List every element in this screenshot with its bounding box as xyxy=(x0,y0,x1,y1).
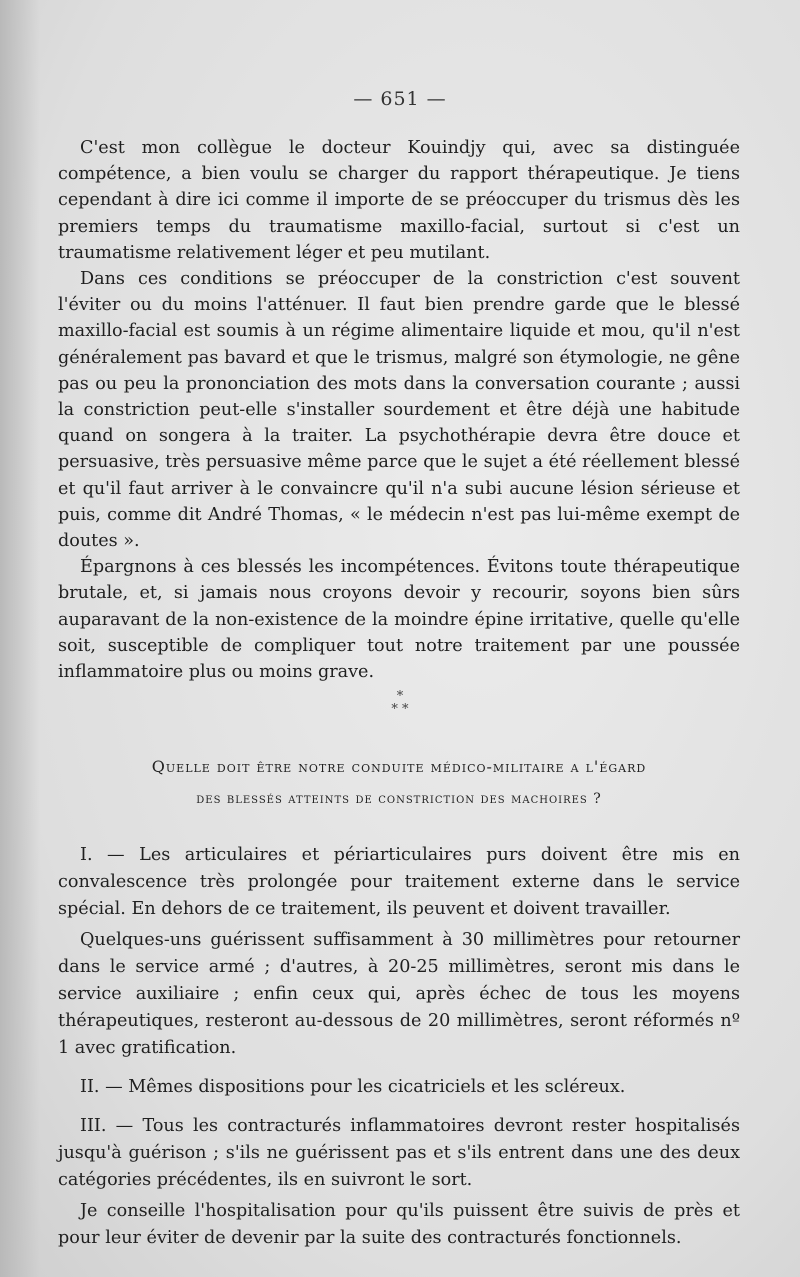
paragraph: C'est mon collègue le docteur Kouindjy qui, avec sa distinguée compétence, a bien voulu se charger du rapport thérapeutique. Je tiens cependant à dire ici comme il importe de se préoccuper du trismus dès les premiers temps du traumatisme maxillo-facial, surtout si c'est un traumatisme relativement léger et peu mutilant. xyxy=(58,138,740,263)
asterism-top: * xyxy=(396,689,404,704)
paragraph: III. — Tous les contracturés inflammatoires devront rester hospitalisés jusqu'à guérison ; s'ils ne guérissent pas et s'ils entrent dans une des deux catégories précédentes, ils en suivront le sort. xyxy=(58,1116,740,1190)
section-heading-line-2: des blessés atteints de constriction des machoires ? xyxy=(196,791,602,807)
paragraph: Dans ces conditions se préoccuper de la constriction c'est souvent l'éviter ou du moins l'atténuer. Il faut bien prendre garde que le blessé maxillo-facial est soumis à un régime alimentaire liquide et mou, qu'il n'est généralement pas bavard et que le trismus, malgré son étymologie, ne gêne pas ou peu la prononciation des mots dans la conversation courante ; aussi la constriction peut-elle s'installer sourdement et être déjà une habitude quand on songera à la traiter. La psychothérapie devra être douce et persuasive, très persuasive même parce que le sujet a été réellement blessé et qu'il faut arriver à le convaincre qu'il n'a subi aucune lésion sérieuse et puis, comme dit André Thomas, « le médecin n'est pas lui-même exempt de doutes ». xyxy=(58,269,740,552)
asterism-bottom: * * xyxy=(391,702,409,717)
paragraph: Quelques-uns guérissent suffisamment à 30 millimètres pour retourner dans le service armé ; d'autres, à 20-25 millimètres, seront mis dans le service auxiliaire ; enfin ceux qui, après échec de tous les moyens thérapeutiques, resteront au-dessous de 20 millimètres, seront réformés nº 1 avec gratification. xyxy=(58,930,740,1058)
paragraph: I. — Les articulaires et périarticulaires purs doivent être mis en convalescence très prolongée pour traitement externe dans le service spécial. En dehors de ce traitement, ils peuvent et doivent travailler. xyxy=(58,845,740,919)
body-text-bottom xyxy=(58,838,740,1252)
paragraph: II. — Mêmes dispositions pour les cicatriciels et les scléreux. xyxy=(80,1077,626,1097)
body-text-top xyxy=(58,135,740,685)
asterism-separator xyxy=(0,690,800,716)
paragraph: Épargnons à ces blessés les incompétences. Évitons toute thérapeutique brutale, et, si jamais nous croyons devoir y recourir, soyons bien sûrs auparavant de la non-existence de la moindre épine irritative, quelle qu'elle soit, susceptible de compliquer tout notre traitement par une poussée inflammatoire plus ou moins grave. xyxy=(58,557,740,683)
section-heading-line-1: Quelle doit être notre conduite médico-militaire a l'égard xyxy=(151,757,647,776)
paragraph: Je conseille l'hospitalisation pour qu'ils puissent être suivis de près et pour leur éviter de devenir par la suite des contracturés fonctionnels. xyxy=(58,1201,740,1248)
page-number: — 651 — xyxy=(353,88,447,110)
